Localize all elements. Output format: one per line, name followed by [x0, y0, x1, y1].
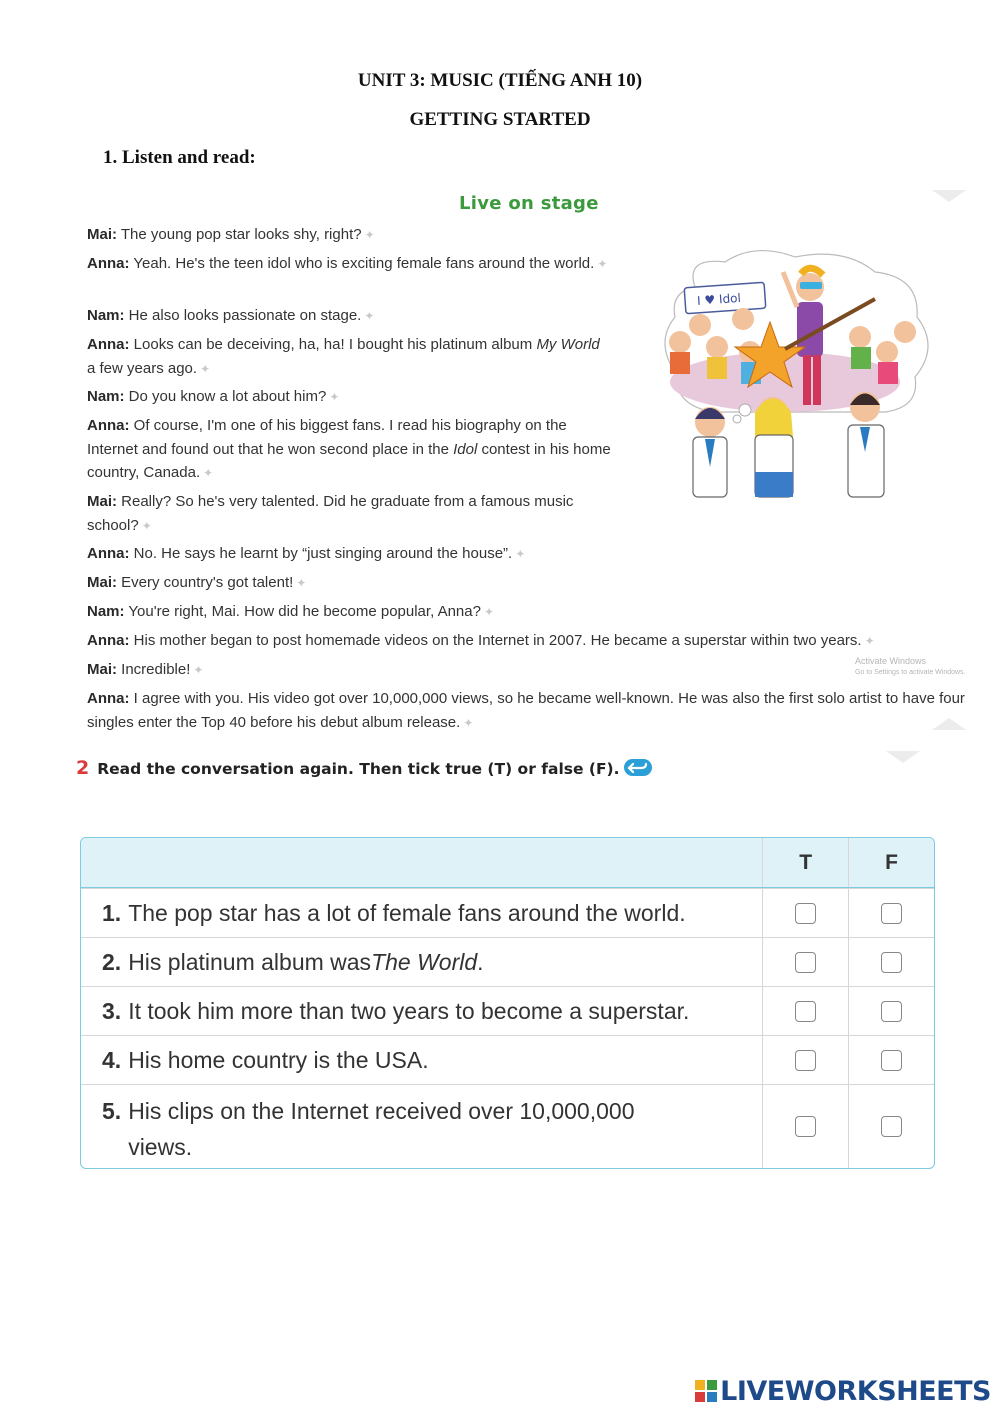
pin-icon[interactable]: ✦ — [463, 715, 474, 730]
table-row — [81, 1084, 934, 1168]
statement: 2. His platinum album was The World . — [81, 938, 763, 986]
true-checkbox[interactable] — [795, 1116, 816, 1137]
pin-icon[interactable]: ✦ — [329, 390, 340, 404]
false-checkbox[interactable] — [881, 1116, 902, 1137]
pin-icon[interactable]: ✦ — [864, 634, 875, 648]
brand-logo-icon — [695, 1380, 717, 1402]
dialogue-line: Anna: His mother began to post homemade videos on the Internet in 2007. He became a superstar within two years. ✦ — [87, 632, 875, 649]
exercise-number: 2 — [76, 757, 90, 779]
fan-sign: I ♥ Idol — [696, 290, 742, 308]
dialogue-line: Nam: You're right, Mai. How did he become popular, Anna? ✦ — [87, 603, 495, 620]
fan — [732, 308, 754, 330]
true-checkbox[interactable] — [795, 1001, 816, 1022]
liveworksheets-logo[interactable]: LIVEWORKSHEETS — [695, 1376, 991, 1407]
statement: 4. His home country is the USA. — [81, 1036, 763, 1084]
dialogue-line: Mai: The young pop star looks shy, right? ✦ — [87, 226, 375, 243]
fan — [876, 341, 898, 363]
scroll-down-icon[interactable] — [886, 751, 920, 763]
table-row — [81, 937, 934, 986]
pin-icon[interactable]: ✦ — [597, 257, 608, 271]
listen-and-read-label: 1. Listen and read: — [103, 147, 256, 168]
table-row — [81, 888, 934, 937]
dialogue-line: Anna: No. He says he learnt by “just singing around the house”. ✦ — [87, 545, 526, 562]
pop-star-illustration — [655, 247, 940, 505]
true-false-table — [80, 837, 935, 1169]
activate-windows-watermark: Activate Windows Go to Settings to activate Windows. — [855, 656, 966, 676]
dialogue-line: Mai: Incredible! ✦ — [87, 661, 204, 678]
fan — [894, 321, 916, 343]
table-row — [81, 1035, 934, 1084]
dialogue-line: Anna: Yeah. He's the teen idol who is exciting female fans around the world. ✦ — [87, 255, 608, 272]
table-header-row — [81, 838, 934, 888]
pin-icon[interactable]: ✦ — [141, 518, 152, 533]
exercise-2-instruction: 2 Read the conversation again. Then tick true (T) or false (F). — [76, 757, 652, 779]
column-false-header: F — [885, 850, 898, 874]
pin-icon[interactable]: ✦ — [483, 605, 495, 619]
false-checkbox[interactable] — [881, 903, 902, 924]
fan — [669, 331, 691, 353]
statement: 3. It took him more than two years to become a superstar. — [81, 987, 763, 1035]
pin-icon[interactable]: ✦ — [515, 547, 526, 561]
fan — [706, 336, 728, 358]
true-checkbox[interactable] — [795, 903, 816, 924]
dialogue-line: Anna: I agree with you. His video got over 10,000,000 views, so he became well-known. He was also the first solo artist to have four singles enter the Top 40 before his debut album release. ✦ — [87, 690, 965, 731]
fan — [689, 314, 711, 336]
scroll-up-icon[interactable] — [932, 718, 966, 730]
false-checkbox[interactable] — [881, 952, 902, 973]
fan — [849, 326, 871, 348]
section-subtitle: GETTING STARTED — [409, 109, 591, 130]
statement: 1. The pop star has a lot of female fans around the world. — [81, 889, 763, 937]
dialogue-line: Mai: Every country's got talent! ✦ — [87, 574, 307, 591]
false-checkbox[interactable] — [881, 1050, 902, 1071]
pin-icon[interactable]: ✦ — [200, 361, 211, 376]
unit-title: UNIT 3: MUSIC (TIẾNG ANH 10) — [357, 70, 643, 91]
pin-icon[interactable]: ✦ — [296, 576, 307, 590]
scroll-down-icon[interactable] — [932, 190, 966, 202]
conversation-title: Live on stage — [459, 193, 599, 214]
pin-icon[interactable]: ✦ — [203, 466, 214, 480]
pin-icon[interactable]: ✦ — [364, 309, 375, 323]
false-checkbox[interactable] — [881, 1001, 902, 1022]
column-true-header: T — [763, 838, 849, 887]
dialogue-line: Mai: Really? So he's very talented. Did he graduate from a famous music school? ✦ — [87, 493, 574, 534]
dialogue-line: Anna: Looks can be deceiving, ha, ha! I bought his platinum album My World a few years ago. ✦ — [87, 336, 600, 377]
true-checkbox[interactable] — [795, 952, 816, 973]
dialogue-line: Anna: Of course, I'm one of his biggest fans. I read his biography on the Internet and found out that he won second place in the Idol contest in his home country, Canada. ✦ — [87, 417, 611, 481]
dialogue-line: Nam: He also looks passionate on stage. ✦ — [87, 307, 375, 324]
true-checkbox[interactable] — [795, 1050, 816, 1071]
table-row — [81, 986, 934, 1035]
back-arrow-icon[interactable] — [624, 759, 652, 776]
pin-icon[interactable]: ✦ — [193, 663, 204, 677]
dialogue-line: Nam: Do you know a lot about him? ✦ — [87, 388, 340, 405]
statement: 5. His clips on the Internet received over 10,000,000 views. — [81, 1085, 763, 1168]
pin-icon[interactable]: ✦ — [364, 228, 375, 242]
